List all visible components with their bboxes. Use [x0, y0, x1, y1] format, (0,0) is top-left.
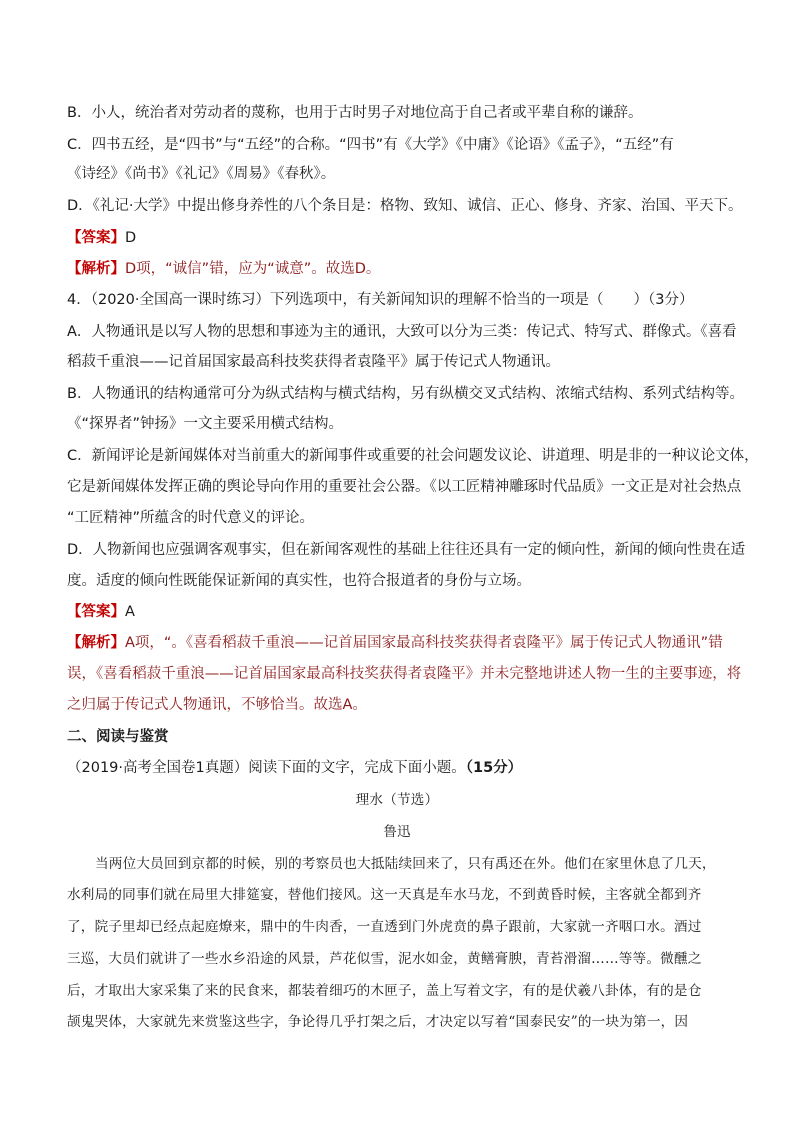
option-b-line: B．小人，统治者对劳动者的蔑称，也用于古时男子对地位高于自己者或平辈自称的谦辞。: [67, 105, 643, 121]
q4-option-line: C．新闻评论是新闻媒体对当前重大的新闻事件或重要的社会问题发议论、讲道理、明是非的一种议论文体，: [67, 448, 759, 464]
question-stem-end: ）（3分）: [633, 292, 694, 308]
passage-line: 了，院子里却已经点起庭燎来，鼎中的牛肉香，一直透到门外虎贲的鼻子跟前，大家就一齐咽口水。酒过: [67, 919, 702, 935]
q4-option-line: A．人物通讯是以写人物的思想和事迹为主的通讯，大致可以分为三类：传记式、特写式、群像式。《喜看: [67, 324, 737, 340]
passage-author: 鲁迅: [383, 824, 411, 840]
question-stem-start: 4．（2020·全国高一课时练习）下列选项中，有关新闻知识的理解不恰当的一项是（: [67, 292, 604, 308]
q4-option-line: B．人物通讯的结构通常可分为纵式结构与横式结构，另有纵横交叉式结构、浓缩式结构、系列式结构等。: [67, 386, 744, 402]
answer-value: D: [125, 230, 137, 246]
q4-option-line: 它是新闻媒体发挥正确的舆论导向作用的重要社会公器。《以工匠精神雕琢时代品质》一文正是对社会热点: [67, 479, 742, 495]
analysis-text-line: 之归属于传记式人物通讯，不够恰当。故选A。: [67, 697, 367, 713]
analysis-text: D项，“诚信”错，应为“诚意”。故选D。: [125, 261, 381, 277]
question-4-stem: [67, 290, 746, 310]
reading-intro: [67, 758, 746, 778]
passage-line: 水利局的同事们就在局里大排筵宴，替他们接风。这一天真是车水马龙，不到黄昏时候，主客就全都到齐: [67, 887, 702, 903]
q4-option-line: 《“探界者”钟扬》一文主要采用横式结构。: [67, 416, 344, 432]
passage-line: 后，才取出大家采集了来的民食来，都装着细巧的木匣子，盖上写着文字，有的是伏羲八卦体，有的是仓: [67, 983, 702, 999]
analysis-2: [67, 633, 746, 653]
q4-option-line: “工匠精神”所蕴含的时代意义的评论。: [67, 510, 315, 526]
option-c-line: C．四书五经，是“四书”与“五经”的合称。“四书”有《大学》《中庸》《论语》《孟子》，“五经”有: [67, 137, 674, 153]
option-d-line: D．《礼记·大学》中提出修身养性的八个条目是：格物、致知、诚信、正心、修身、齐家、治国、平天下。: [67, 198, 743, 214]
analysis-text: A项，“。《喜看稻菽千重浪——记首届国家最高科技奖获得者袁隆平》属于传记式人物通讯”错: [125, 635, 723, 651]
q4-option-line: 稻菽千重浪——记首届国家最高科技奖获得者袁隆平》属于传记式人物通讯。: [67, 354, 560, 370]
analysis-label: 【解析】: [67, 635, 125, 651]
passage-line: 颉鬼哭体，大家就先来赏鉴这些字，争论得几乎打架之后，才决定以写着“国泰民安”的一块为第一，因: [67, 1014, 689, 1030]
answer-label: 【答案】: [67, 230, 125, 246]
passage-line: 当两位大员回到京都的时候，别的考察员也大抵陆续回来了，只有禹还在外。他们在家里休息了几天，: [95, 856, 716, 872]
answer-value: A: [125, 604, 135, 620]
analysis-1: [67, 259, 746, 279]
option-c-line-2: 《诗经》《尚书》《礼记》《周易》《春秋》。: [67, 166, 336, 182]
answer-label: 【答案】: [67, 604, 125, 620]
q4-option-line: 度。适度的倾向性既能保证新闻的真实性，也符合报道者的身份与立场。: [67, 573, 531, 589]
analysis-label: 【解析】: [67, 261, 125, 277]
section-heading: 二、阅读与鉴赏: [67, 729, 169, 745]
reading-intro-text: （2019·高考全国卷1真题）阅读下面的文字，完成下面小题。: [67, 760, 466, 776]
passage-line: 三巡，大员们就讲了一些水乡沿途的风景，芦花似雪，泥水如金，黄鳝膏腴，青苔滑溜……等等。微醺之: [67, 951, 702, 967]
q4-option-line: D．人物新闻也应强调客观事实，但在新闻客观性的基础上往往还具有一定的倾向性，新闻的倾向性贵在适: [67, 542, 746, 558]
analysis-text-line: 误，《喜看稻菽千重浪——记首届国家最高科技奖获得者袁隆平》并未完整地讲述人物一生的主要事迹，将: [67, 666, 742, 682]
passage-title: 理水（节选）: [355, 792, 439, 808]
answer-1: [67, 228, 746, 248]
answer-2: [67, 602, 746, 622]
reading-score: （15分）: [465, 760, 523, 776]
